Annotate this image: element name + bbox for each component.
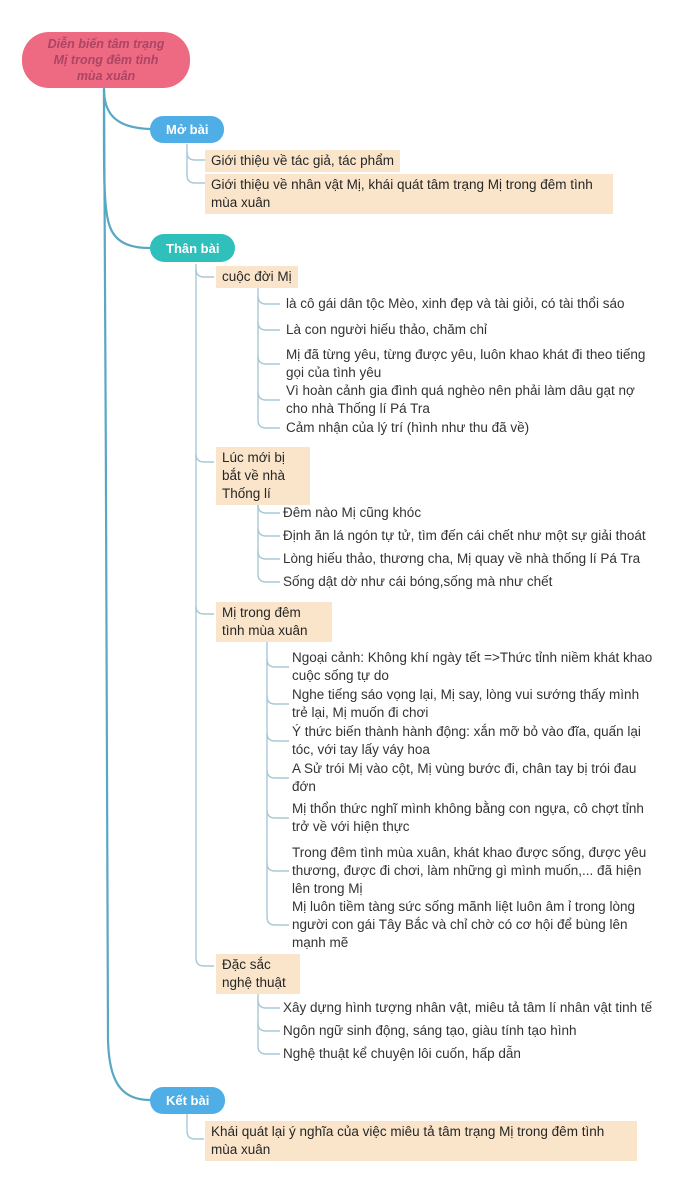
leaf-item[interactable]: Định ăn lá ngón tự tử, tìm đến cái chết như một sự giải thoát [283, 528, 646, 543]
topic-luc-moi-bi-bat[interactable]: Lúc mới bị bắt về nhà Thống lí [216, 447, 310, 505]
topic-mi-trong-dem-tinh[interactable]: Mị trong đêm tình mùa xuân [216, 602, 332, 642]
leaf-item[interactable]: Ý thức biến thành hành động: xắn mỡ bỏ vào đĩa, quấn lại tóc, với tay lấy váy hoa [292, 724, 641, 757]
leaf-item[interactable]: Mị đã từng yêu, từng được yêu, luôn khao khát đi theo tiếng gọi của tình yêu [286, 347, 646, 380]
branch-node-than-bai[interactable]: Thân bài [150, 234, 235, 262]
topic-khai-quat-y-nghia[interactable]: Khái quát lại ý nghĩa của việc miêu tả tâm trạng Mị trong đêm tình mùa xuân [205, 1121, 637, 1161]
root-title-line: Diễn biến tâm trạng [47, 36, 165, 51]
topic-cuoc-doi-mi[interactable]: cuộc đời Mị [216, 266, 298, 288]
leaf-item[interactable]: Vì hoàn cảnh gia đình quá nghèo nên phải làm dâu gạt nợ cho nhà Thống lí Pá Tra [286, 383, 635, 416]
leaf-item[interactable]: Mị thổn thức nghĩ mình không bằng con ngựa, cô chợt tỉnh trở về với hiện thực [292, 801, 644, 834]
root-title-line: Mị trong đêm tình [53, 52, 159, 67]
leaf-item[interactable]: Ngôn ngữ sinh động, sáng tạo, giàu tính tạo hình [283, 1023, 577, 1038]
leaf-item[interactable]: Là con người hiếu thảo, chăm chỉ [286, 322, 488, 337]
topic-dac-sac-nghe-thuat[interactable]: Đặc sắc nghệ thuật [216, 954, 300, 994]
leaf-item[interactable]: là cô gái dân tộc Mèo, xinh đẹp và tài giỏi, có tài thổi sáo [286, 296, 625, 311]
branch-node-mo-bai[interactable]: Mở bài [150, 116, 224, 143]
leaf-item[interactable]: Trong đêm tình mùa xuân, khát khao được sống, được yêu thương, được đi chơi, làm những gì mình muốn,... đã hiện lên trong Mị [292, 845, 647, 896]
leaf-item[interactable]: Sống dật dờ như cái bóng,sống mà như chết [283, 574, 553, 589]
topic-gioi-thieu-tac-gia-tac-pham[interactable]: Giới thiệu về tác giả, tác phẩm [205, 150, 400, 172]
topic-gioi-thieu-nhan-vat-mi[interactable]: Giới thiệu về nhân vật Mị, khái quát tâm trạng Mị trong đêm tình mùa xuân [205, 174, 613, 214]
leaf-item[interactable]: Mị luôn tiềm tàng sức sống mãnh liệt luôn âm ỉ trong lòng người con gái Tây Bắc và chỉ chờ có cơ hội để bùng lên mạnh mẽ [292, 899, 635, 950]
leaf-item[interactable]: A Sử trói Mị vào cột, Mị vùng bước đi, chân tay bị trói đau đớn [292, 761, 637, 794]
leaf-item[interactable]: Đêm nào Mị cũng khóc [283, 505, 422, 520]
leaf-item[interactable]: Xây dựng hình tượng nhân vật, miêu tả tâm lí nhân vật tinh tế [283, 1000, 653, 1015]
branch-node-ket-bai[interactable]: Kết bài [150, 1087, 225, 1114]
root-node[interactable] [22, 32, 190, 88]
leaf-item[interactable]: Nghệ thuật kể chuyện lôi cuốn, hấp dẫn [283, 1046, 521, 1061]
root-title-line: mùa xuân [76, 69, 136, 84]
leaf-item[interactable]: Cảm nhận của lý trí (hình như thu đã về) [286, 420, 530, 435]
leaf-item[interactable]: Nghe tiếng sáo vọng lại, Mị say, lòng vui sướng thấy mình trẻ lại, Mị muốn đi chơi [292, 687, 640, 720]
leaf-item[interactable]: Lòng hiếu thảo, thương cha, Mị quay về nhà thống lí Pá Tra [283, 551, 641, 566]
leaf-item[interactable]: Ngoại cảnh: Không khí ngày tết =>Thức tỉnh niềm khát khao cuộc sống tự do [292, 650, 653, 683]
